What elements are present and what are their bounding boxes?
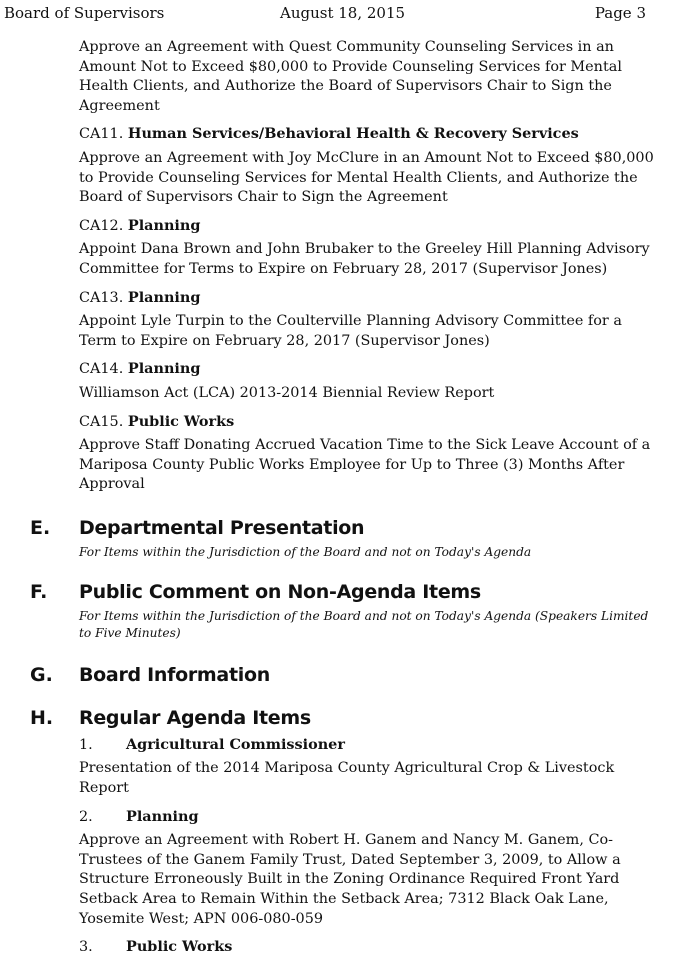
section-title: Regular Agenda Items — [79, 706, 311, 729]
item-department: Agricultural Commissioner — [126, 735, 345, 753]
item-number: 1. — [79, 736, 93, 753]
page-header — [0, 4, 680, 24]
item-description: Approve an Agreement with Robert H. Ganem and Nancy M. Ganem, Co-Trustees of the Ganem Family Trust, Dated September 3, 2009, to Allow a Structure Erroneously Built in the Zoning Ordinance Required Front Yard Setback Area to Remain Within the Setback Area; 7312 Black Oak Lane, Yosemite West; APN 006-080-059 — [79, 832, 621, 927]
item-description: Approve an Agreement with Joy McClure in an Amount Not to Exceed $80,000 to Provide Counseling Services for Mental Health Clients, and Authorize the Board of Supervisors Chair to Sign the Agreement — [79, 149, 654, 206]
regular-item-2 — [0, 807, 680, 930]
item-department: Planning — [127, 288, 201, 306]
item-description: Approve Staff Donating Accrued Vacation Time to the Sick Leave Account of a Mariposa County Public Works Employee for Up to Three (3) Months After Approval — [79, 437, 651, 493]
section-letter: H. — [30, 706, 54, 729]
item-department: Public Works — [126, 938, 233, 956]
section-letter: G. — [30, 663, 53, 686]
section-letter: E. — [30, 516, 51, 539]
header-board-name: Board of Supervisors — [4, 4, 165, 22]
item-description: Williamson Act (LCA) 2013-2014 Biennial Review Report — [79, 384, 495, 401]
item-code: CA13. — [79, 289, 124, 306]
item-department: Planning — [127, 216, 201, 234]
header-date: August 18, 2015 — [280, 4, 406, 22]
consent-item-ca14 — [0, 359, 680, 403]
section-h — [0, 705, 680, 731]
item-number: 2. — [79, 808, 93, 825]
section-f — [0, 579, 680, 642]
regular-item-1 — [0, 735, 680, 799]
item-code: CA15. — [79, 413, 124, 430]
item-department: Human Services/Behavioral Health & Recovery Services — [127, 125, 579, 143]
item-description: Appoint Lyle Turpin to the Coulterville Planning Advisory Committee for a Term to Expire on February 28, 2017 (Supervisor Jones) — [79, 313, 622, 349]
item-department: Planning — [127, 360, 201, 378]
item-department: Public Works — [127, 412, 235, 430]
agenda-content — [0, 38, 680, 958]
item-description: Appoint Dana Brown and John Brubaker to the Greeley Hill Planning Advisory Committee for Terms to Expire on February 28, 2017 (Supervisor Jones) — [79, 241, 650, 277]
section-title: Departmental Presentation — [79, 516, 365, 539]
section-letter: F. — [30, 580, 48, 603]
item-description: Presentation of the 2014 Mariposa County Agricultural Crop & Livestock Report — [79, 760, 615, 797]
section-title: Board Information — [79, 663, 270, 686]
consent-item-continued-text: Approve an Agreement with Quest Community Counseling Services in an Amount Not to Exceed $80,000 to Provide Counseling Services for Mental Health Clients, and Authorize the Board of Supervisors Chair to Sign the Agreement — [79, 39, 622, 114]
item-department: Planning — [126, 807, 199, 825]
consent-item-ca13 — [0, 288, 680, 352]
section-g — [0, 662, 680, 688]
section-e — [0, 515, 680, 561]
section-note: For Items within the Jurisdiction of the Board and not on Today's Agenda — [79, 544, 532, 559]
consent-item-ca12 — [0, 216, 680, 280]
section-title: Public Comment on Non-Agenda Items — [79, 580, 481, 603]
consent-item-ca11 — [0, 124, 680, 207]
consent-item-ca15 — [0, 412, 680, 495]
item-code: CA12. — [79, 217, 124, 234]
item-code: CA11. — [79, 126, 124, 143]
item-code: CA14. — [79, 361, 124, 378]
item-number: 3. — [79, 939, 93, 956]
header-page-number: Page 3 — [594, 4, 646, 22]
section-note: For Items within the Jurisdiction of the Board and not on Today's Agenda (Speakers Limited to Five Minutes) — [79, 608, 649, 640]
regular-item-3 — [0, 937, 680, 958]
